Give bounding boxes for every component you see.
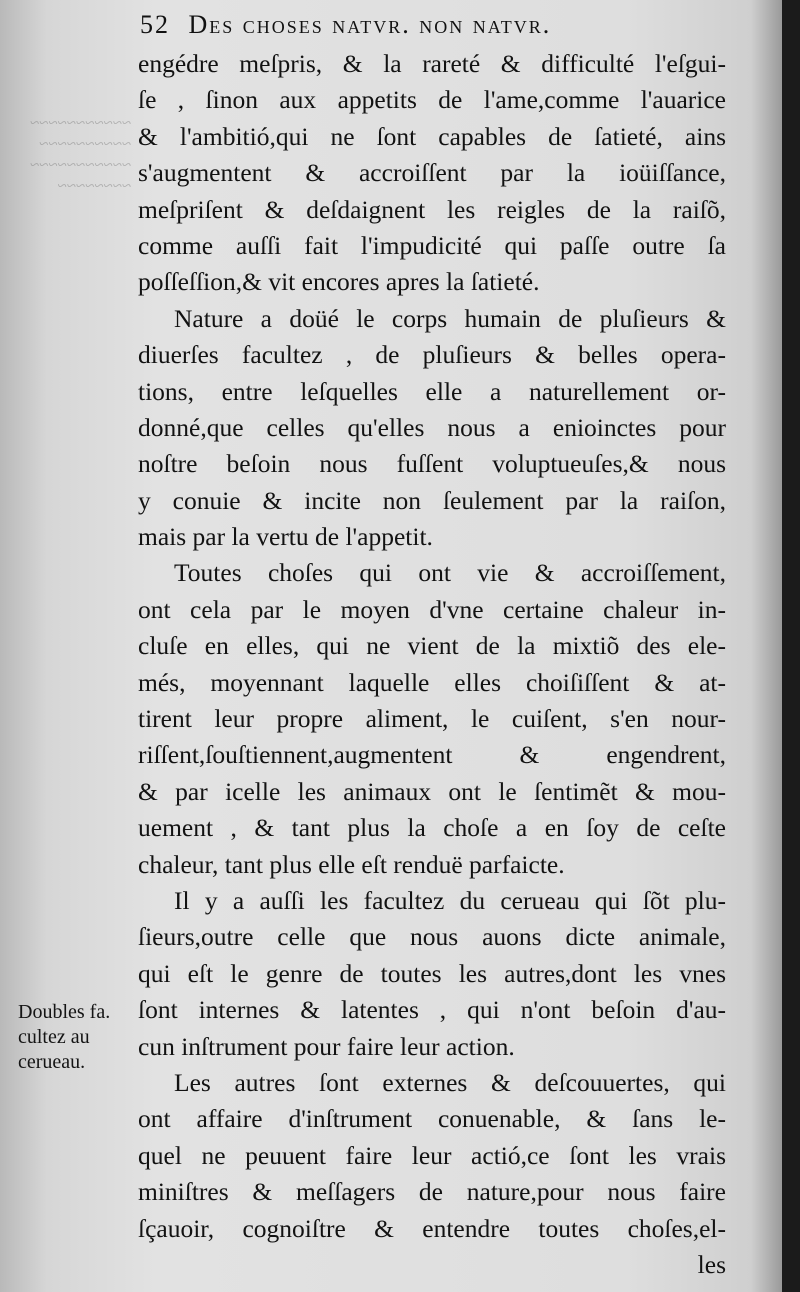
text-line: & par icelle les animaux ont le ſentimẽt & mou-: [138, 776, 726, 806]
text-line: poſſeſſion,& vit encores apres la ſatieté.: [138, 267, 540, 297]
text-line: ſe , ſinon aux appetits de l'ame,comme l'auarice: [138, 85, 726, 115]
text-line: uement , & tant plus la choſe a en ſoy de ceſte: [138, 813, 726, 843]
text-line: més, moyennant laquelle elles choiſiſſent & at-: [138, 667, 726, 697]
main-text: [138, 46, 726, 1283]
text-line: engédre meſpris, & la rareté & difficulté l'eſgui-: [138, 49, 726, 78]
text-line: cun inſtrument pour faire leur action.: [138, 1031, 515, 1061]
text-line: donné,que celles qu'elles nous a enioinctes pour: [138, 412, 726, 442]
marginal-note: [18, 1000, 136, 1075]
text-line: cluſe en elles, qui ne vient de la mixtiõ des ele-: [138, 631, 726, 661]
text-line: ont cela par le moyen d'vne certaine chaleur in-: [138, 594, 726, 624]
text-line: noſtre beſoin nous fuſſent voluptueuſes,& nous: [138, 449, 726, 479]
text-line: riſſent,ſouſtiennent,augmentent & engendrent,: [138, 740, 726, 770]
text-line: tions, entre leſquelles elle a naturellement or-: [138, 376, 726, 406]
text-line: qui eſt le genre de toutes les autres,dont les vnes: [138, 958, 726, 988]
running-header: [140, 10, 730, 44]
text-line: comme auſſi fait l'impudicité qui paſſe outre ſa: [138, 230, 726, 260]
text-line: ſçauoir, cognoiſtre & entendre toutes choſes,el-: [138, 1213, 726, 1243]
page-number: 52: [140, 10, 170, 39]
text-line: Les autres ſont externes & deſcouuertes, qui: [174, 1067, 726, 1097]
marginal-note-line: cultez au: [18, 1026, 90, 1048]
text-line: chaleur, tant plus elle eſt renduë parfaicte.: [138, 849, 565, 879]
marginal-note-line: cerueau.: [18, 1051, 86, 1073]
text-line: Nature a doüé le corps humain de pluſieurs &: [174, 303, 726, 333]
running-title: Des choses natvr. non natvr.: [188, 10, 552, 39]
show-through: ~~~~~~~~~~~ ~~~~~~~~~~ ~~~~~~~~~~~ ~~~~~~~~: [30, 113, 132, 195]
text-line: mais par la vertu de l'appetit.: [138, 522, 433, 552]
text-line: Toutes choſes qui ont vie & accroiſſement,: [174, 558, 726, 588]
text-line: y conuie & incite non ſeulement par la raiſon,: [138, 485, 726, 515]
text-line: tirent leur propre aliment, le cuiſent, s'en nour-: [138, 704, 726, 734]
text-line: s'augmentent & accroiſſent par la ioüiſſance,: [138, 158, 726, 188]
text-line: quel ne peuuent faire leur actió,ce ſont les vrais: [138, 1140, 726, 1170]
text-line: ont affaire d'inſtrument conuenable, & ſans le-: [138, 1104, 726, 1134]
text-line: diuerſes facultez , de pluſieurs & belles opera-: [138, 340, 726, 370]
text-line: & l'ambitió,qui ne ſont capables de ſatieté, ains: [138, 121, 726, 151]
text-line: meſpriſent & deſdaignent les reigles de la raiſõ,: [138, 194, 726, 224]
marginal-note-line: Doubles fa.: [18, 1001, 111, 1023]
text-line: ſieurs,outre celle que nous auons dicte animale,: [138, 922, 726, 952]
catchword: les: [697, 1249, 726, 1279]
text-line: ſont internes & latentes , qui n'ont beſoin d'au-: [138, 995, 726, 1025]
text-line: Il y a auſſi les facultez du cerueau qui ſõt plu-: [174, 885, 726, 915]
text-line: miniſtres & meſſagers de nature,pour nous faire: [138, 1177, 726, 1207]
